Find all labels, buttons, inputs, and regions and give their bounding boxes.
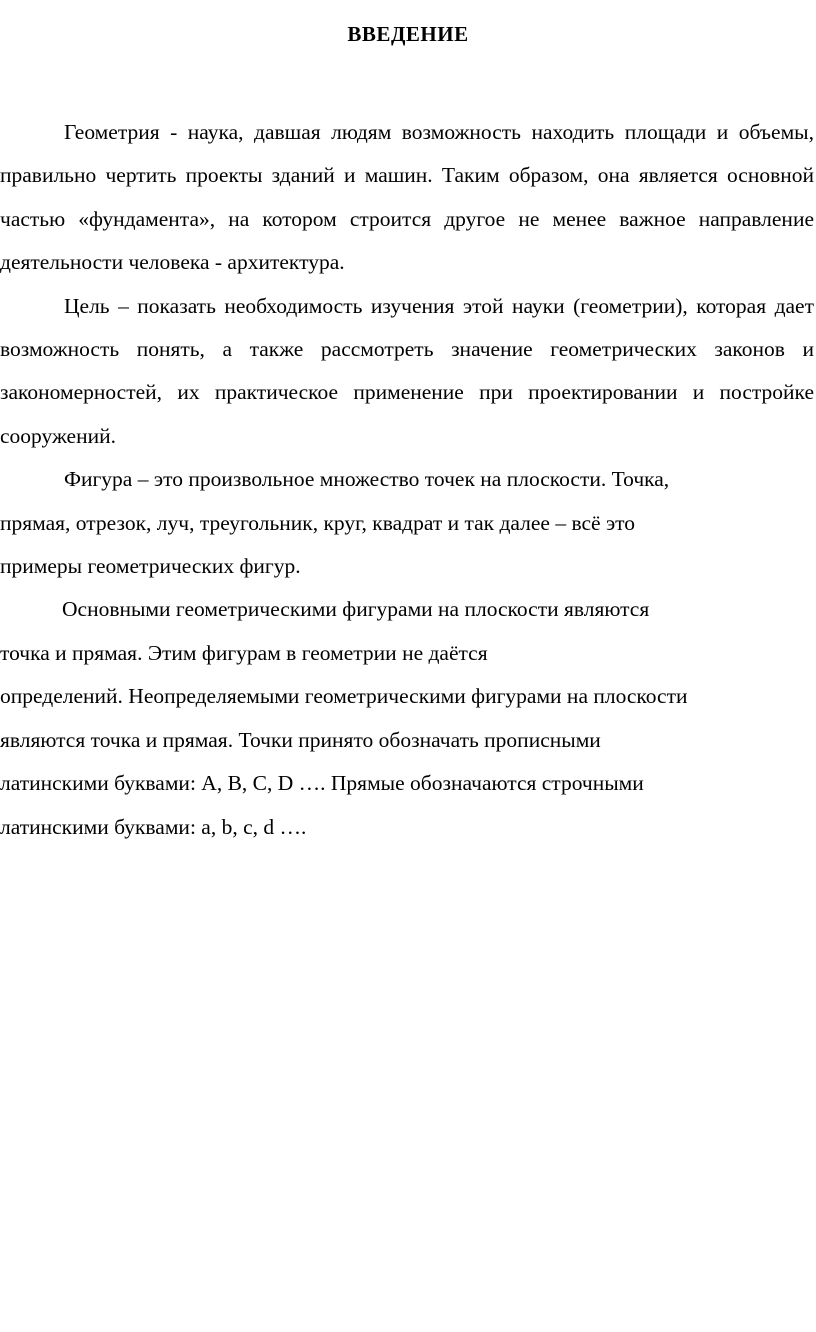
paragraph-line: Фигура – это произвольное множество точек на плоскости. Точка, xyxy=(64,467,670,492)
paragraph-line: латинскими буквами: А, В, С, D …. Прямые обозначаются строчными xyxy=(0,771,644,796)
paragraph-intro: Геометрия - наука, давшая людям возможность находить площади и объемы, правильно чертить проекты зданий и машин. Таким образом, она является основной частью «фундамента», на котором строится другое не менее важное направление деятельности человека - архитектура. xyxy=(0,120,814,275)
paragraph-line: примеры геометрических фигур. xyxy=(0,554,301,579)
paragraph-basic-figures xyxy=(0,588,814,848)
paragraph-line: определений. Неопределяемыми геометрическими фигурами на плоскости xyxy=(0,684,688,709)
paragraph-line: латинскими буквами: а, b, c, d …. xyxy=(0,814,307,839)
paragraph-line: Основными геометрическими фигурами на плоскости являются xyxy=(62,597,650,622)
page-title: ВВЕДЕНИЕ xyxy=(347,22,469,46)
paragraph-line: прямая, отрезок, луч, треугольник, круг, квадрат и так далее – всё это xyxy=(0,510,636,535)
paragraph-line: точка и прямая. Этим фигурам в геометрии не даётся xyxy=(0,640,488,665)
paragraph-line: являются точка и прямая. Точки принято обозначать прописными xyxy=(0,727,601,752)
document-body xyxy=(0,111,814,849)
paragraph-figure xyxy=(0,458,814,588)
paragraph-goal: Цель – показать необходимость изучения этой науки (геометрии), которая дает возможность понять, а также рассмотреть значение геометрических законов и закономерностей, их практическое применение при проектировании и постройке сооружений. xyxy=(0,293,814,448)
